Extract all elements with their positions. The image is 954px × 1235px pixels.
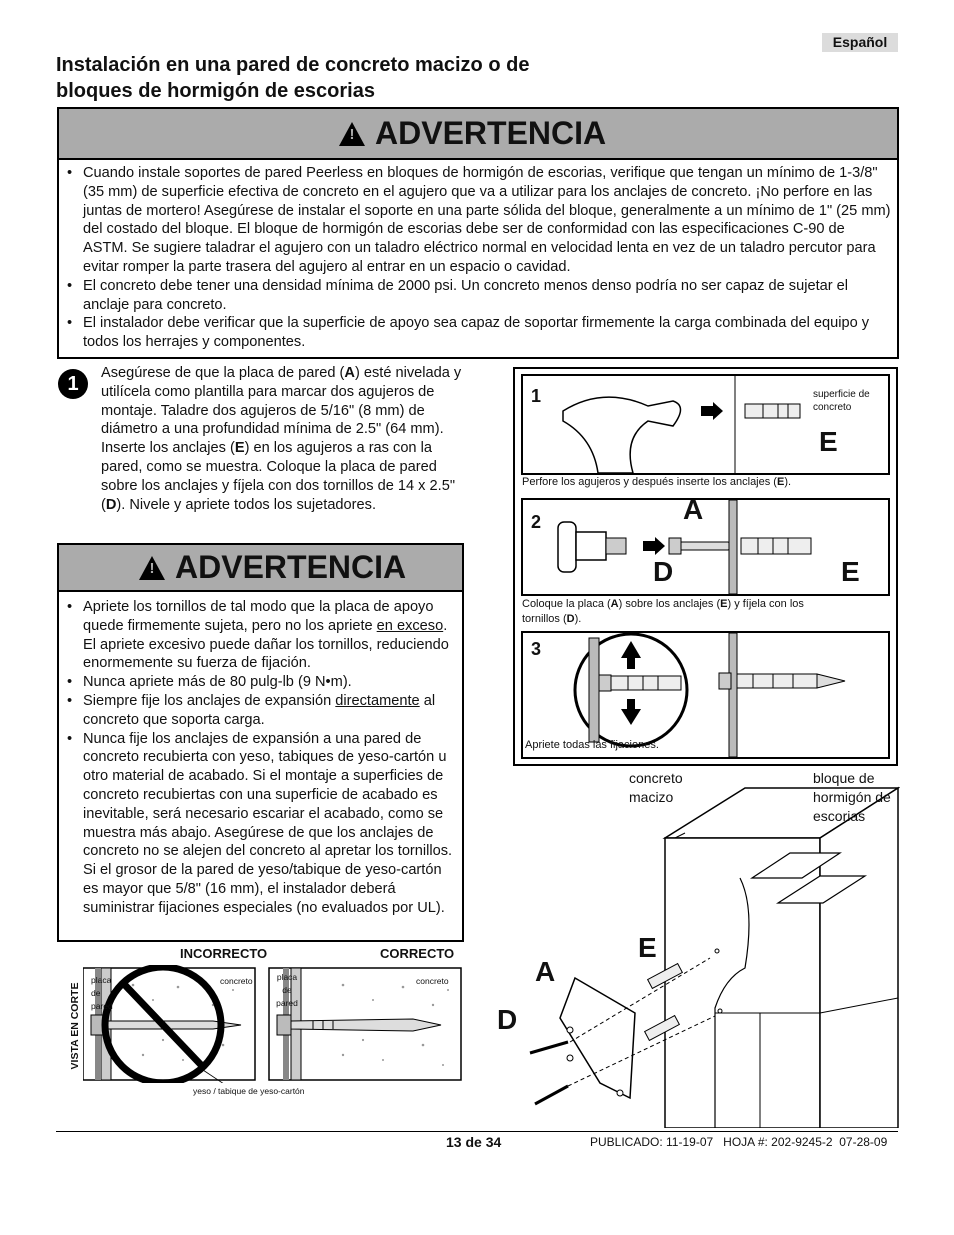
warning-list [59,160,897,352]
step-text-part: Asegúrese de que la placa de pared ( [101,365,345,381]
substep-3-caption: Apriete todas las fijaciones. [525,739,659,751]
warning-header [59,545,462,592]
concrete-label-correct: concreto [416,976,449,986]
title-line-1: Instalación en una pared de concreto macizo o de [56,54,530,76]
step-text-part: ). Nivele y apriete todos los sujetadores. [116,496,376,513]
ref-letter-a: A [344,365,355,381]
substep-3-number: 3 [531,639,542,659]
anchor-letter-e: E [638,932,657,963]
page-title [56,52,676,104]
warning-box-top [57,107,899,359]
title-line-2: bloques de hormigón de escorias [56,80,375,102]
substep-2-number: 2 [531,512,542,532]
warning-item [63,598,456,673]
drywall-label: yeso / tabique de yeso-cartón [193,1086,305,1096]
solid-concrete-label: concreto macizo [629,770,683,805]
ref-letter-d: D [105,496,117,513]
substep-2-box [521,494,890,596]
caption-letter: A [610,598,619,610]
warning-item [63,692,456,730]
plate-label-incorrect: placa de pared [91,975,113,1011]
caption-part: ) y fíjela con los tornillos ( [522,598,804,625]
warning-item: • Nunca fije los anclajes de expansión a una pared de concreto recubierta con yeso, tabiques de yeso-cartón u otro material de acabado. Si el montaje a superficies de concreto recubiertas con una superficie de acabado es inevitable, será necesario escariar el acabado, como se muestra más abajo. Asegúrese de que los anclajes de concreto no se alejen del concreto al apretar los tornillos. Si el grosor de la pared de yeso/tabique de yeso-cartón es mayor que 5/8" (16 mm), el instalador deberá suministrar fijaciones especiales (no evaluados por UL). [63,730,456,918]
cinder-block-label: bloque de hormigón de escorias [813,770,891,824]
block-installation-figure [490,768,900,1128]
warning-header [59,109,897,160]
screw-letter-d: D [497,1004,518,1035]
plate-letter-a: A [535,956,556,987]
caption-letter: E [776,476,785,488]
caption-letter: D [566,613,575,625]
underlined-text: directamente [335,692,420,709]
procedure-panel [513,367,898,766]
substep-1-number: 1 [531,386,542,406]
anchor-letter-e: E [841,556,860,587]
warning-triangle-icon: ! [139,556,165,580]
substep-2-caption [522,597,842,627]
warning-item: • Nunca apriete más de 80 pulg-lb (9 N•m). [63,673,456,692]
language-tag: Español [822,33,898,52]
warning-text: al concreto que soporta carga. [83,692,436,728]
concrete-surface-label: superficie de concreto [813,389,870,413]
section-side-label: VISTA EN CORTE [69,982,81,1070]
warning-item: • Cuando instale soportes de pared Peerless en bloques de hormigón de escorias, verifique que tengan un mínimo de 1-3/8" (35 mm) de superficie efectiva de concreto en el agujero que va a utilizar para los anclajes de concreto. ¡No perfore en las juntas de mortero! Asegúrese de instalar el soporte en una parte sólida del bloque, generalmente a un mínimo de 1" (25 mm) del costado del bloque. El bloque de hormigón de escorias debe ser de conformidad con las especificaciones C-90 de ASTM. Se sugiere taladrar el agujero con un taladro eléctrico normal en velocidad lenta en vez de un taladro percutor para evitar romper la parte trasera del agujero al entrar en un espacio o cavidad. [63,164,891,277]
caption-part: Perfore los agujeros y después inserte los anclajes ( [522,476,777,488]
screw-letter-d: D [653,556,674,587]
plate-letter-a: A [683,494,704,525]
substep-1-caption [522,475,791,490]
warning-item: • El concreto debe tener una densidad mínima de 2000 psi. Un concreto menos denso podría no ser capaz de sujetar el anclaje para concreto. [63,277,891,315]
correct-label: CORRECTO [380,946,455,961]
ref-letter-e: E [234,440,245,457]
caption-part: ). [784,476,792,488]
warning-heading: ADVERTENCIA [175,549,407,585]
warning-triangle-icon: ! [339,122,365,146]
footer-rule [56,1131,898,1132]
warning-heading: ADVERTENCIA [375,115,607,151]
warning-text: Siempre fije los anclajes de expansión [83,692,336,709]
page-number: 13 de 34 [446,1134,502,1150]
warning-list [59,592,462,918]
underlined-text: en exceso [376,617,444,634]
caption-part: ). [574,613,582,625]
caption-part: Coloque la placa ( [522,598,611,610]
incorrect-label: INCORRECTO [180,946,268,961]
step-text-part: ) esté nivelada y utilícela como plantilla para marcar dos agujeros de montaje. Taladre dos agujeros de 5/16" (8 mm) de diámetro a una profundidad mínima de 2.5" (64 mm). Inserte los anclajes ( [101,365,462,457]
concrete-label-incorrect: concreto [220,976,253,986]
caption-letter: E [720,598,728,610]
anchor-letter-e: E [819,426,838,457]
section-view [55,945,465,1125]
warning-text: Apriete los tornillos de tal modo que la placa de apoyo quede firmemente sujeta, pero no los apriete [83,599,434,634]
substep-3-box [521,631,890,759]
warning-item: • El instalador debe verificar que la superficie de apoyo sea capaz de soportar firmemente la carga combinada del equipo y todos los herrajes y componentes. [63,314,891,352]
step-text-part: ) en los agujeros a ras con la pared, como se muestra. Coloque la placa de pared sobre los anclajes y fíjela con dos tornillos de 14 x 2.5" ( [101,440,456,513]
publication-info: PUBLICADO: 11-19-07 HOJA #: 202-9245-2 07-28-09 [590,1135,888,1149]
step-number-badge: 1 [58,369,88,399]
caption-part: ) sobre los anclajes ( [618,598,721,610]
step-instructions [101,364,473,514]
substep-1-box [521,374,890,475]
ratchet-screw-illustration [523,500,888,594]
warning-text: . El apriete excesivo puede dañar los tornillos, reduciendo enormemente su fuerza de fijación. [83,617,449,672]
plate-label-correct: placa de pared [276,972,298,1008]
warning-box-bottom [57,543,464,942]
